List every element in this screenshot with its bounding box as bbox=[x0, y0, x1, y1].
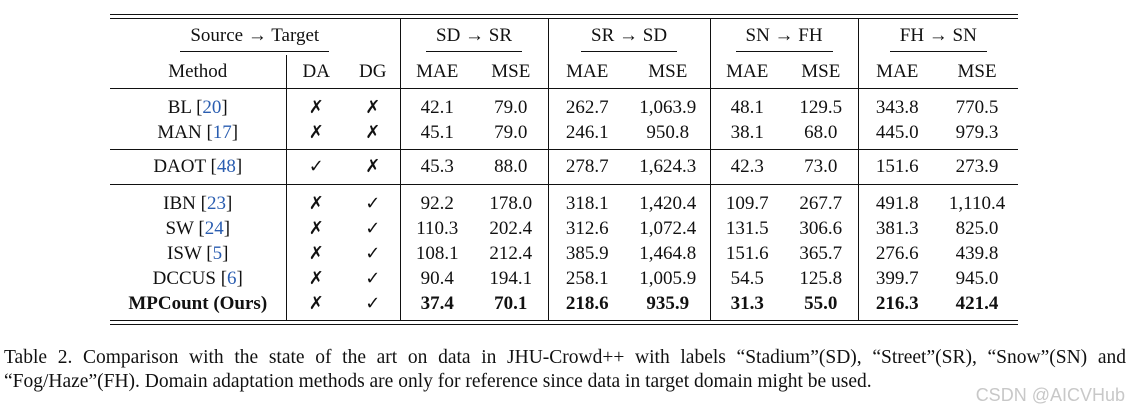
mse-value: 1,063.9 bbox=[639, 96, 697, 118]
da-cell bbox=[286, 150, 346, 185]
mse-value: 1,005.9 bbox=[639, 267, 697, 289]
mse-header: MSE bbox=[801, 60, 841, 82]
top-rule bbox=[110, 14, 1018, 15]
mae-value: 42.1 bbox=[400, 89, 474, 120]
check-icon: ✓ bbox=[308, 156, 324, 177]
mae-value: 343.8 bbox=[858, 89, 936, 120]
results-table bbox=[110, 19, 1018, 320]
table-row bbox=[110, 266, 1018, 291]
da-header: DA bbox=[286, 55, 346, 89]
watermark: CSDN @AICVHub bbox=[975, 385, 1125, 405]
mae-value: 90.4 bbox=[400, 266, 474, 291]
mae-header: MAE bbox=[548, 55, 626, 89]
da-cell bbox=[286, 291, 346, 320]
method-name: SW [24] bbox=[165, 217, 231, 239]
mae-value: 151.6 bbox=[858, 150, 936, 185]
mae-header: MAE bbox=[400, 55, 474, 89]
mae-value: 31.3 bbox=[710, 291, 784, 320]
mae-value: 399.7 bbox=[858, 266, 936, 291]
table-row bbox=[110, 216, 1018, 241]
bottom-rule bbox=[110, 320, 1018, 321]
mse-value: 1,072.4 bbox=[639, 217, 697, 239]
cross-icon: ✗ bbox=[308, 192, 324, 214]
mse-value: 935.9 bbox=[646, 292, 690, 314]
mse-header: MSE bbox=[957, 60, 997, 82]
table-row bbox=[110, 120, 1018, 150]
cross-icon: ✗ bbox=[308, 242, 324, 264]
mae-value: 246.1 bbox=[548, 120, 626, 150]
mae-value: 312.6 bbox=[548, 216, 626, 241]
header-row-groups bbox=[110, 19, 1018, 55]
method-name: MAN [17] bbox=[157, 121, 239, 143]
header-row-columns bbox=[110, 55, 1018, 89]
mse-value: 129.5 bbox=[799, 96, 843, 118]
method-name: DAOT [48] bbox=[153, 156, 243, 177]
mae-header: MAE bbox=[858, 55, 936, 89]
table-row bbox=[110, 89, 1018, 120]
mse-value: 68.0 bbox=[804, 121, 838, 143]
table-body bbox=[110, 89, 1018, 320]
mae-value: 216.3 bbox=[858, 291, 936, 320]
table-row bbox=[110, 150, 1018, 185]
cross-icon: ✗ bbox=[308, 96, 324, 118]
mse-header: MSE bbox=[648, 60, 688, 82]
dg-cell bbox=[346, 266, 400, 291]
citation-link[interactable]: 17 bbox=[212, 121, 232, 143]
citation-link[interactable]: 6 bbox=[227, 267, 237, 289]
dg-cell bbox=[346, 291, 400, 320]
mae-value: 262.7 bbox=[548, 89, 626, 120]
mae-value: 445.0 bbox=[858, 120, 936, 150]
mse-value: 273.9 bbox=[955, 156, 999, 177]
mae-value: 37.4 bbox=[400, 291, 474, 320]
dg-header: DG bbox=[359, 60, 387, 82]
mse-value: 79.0 bbox=[494, 96, 528, 118]
mse-value: 770.5 bbox=[955, 96, 999, 118]
cross-icon: ✗ bbox=[365, 121, 381, 143]
mse-value: 1,420.4 bbox=[639, 192, 697, 214]
mse-value: 73.0 bbox=[804, 156, 838, 177]
table-row bbox=[110, 291, 1018, 320]
da-cell bbox=[286, 266, 346, 291]
check-icon: ✓ bbox=[365, 217, 381, 239]
mse-value: 125.8 bbox=[799, 267, 843, 289]
dg-cell bbox=[346, 241, 400, 266]
check-icon: ✓ bbox=[365, 267, 381, 289]
mae-header: MAE bbox=[710, 55, 784, 89]
cross-icon: ✗ bbox=[308, 217, 324, 239]
mae-value: 318.1 bbox=[548, 185, 626, 216]
check-icon: ✓ bbox=[365, 192, 381, 214]
mse-value: 439.8 bbox=[955, 242, 999, 264]
table-row bbox=[110, 241, 1018, 266]
mse-value: 365.7 bbox=[799, 242, 843, 264]
mae-value: 385.9 bbox=[548, 241, 626, 266]
dg-cell bbox=[346, 185, 400, 216]
mse-value: 825.0 bbox=[955, 217, 999, 239]
mae-value: 108.1 bbox=[400, 241, 474, 266]
results-table-container bbox=[110, 14, 1018, 325]
mae-value: 276.6 bbox=[858, 241, 936, 266]
mae-value: 38.1 bbox=[710, 120, 784, 150]
mae-value: 381.3 bbox=[858, 216, 936, 241]
mse-value: 194.1 bbox=[489, 267, 533, 289]
citation-link[interactable]: 24 bbox=[204, 217, 224, 239]
mae-value: 151.6 bbox=[710, 241, 784, 266]
mse-value: 421.4 bbox=[955, 292, 999, 314]
mse-value: 945.0 bbox=[955, 267, 999, 289]
cross-icon: ✗ bbox=[308, 267, 324, 289]
mse-value: 950.8 bbox=[646, 121, 690, 143]
mse-value: 178.0 bbox=[489, 192, 533, 214]
da-cell bbox=[286, 241, 346, 266]
table-caption: Table 2. Comparison with the state of the art on data in JHU-Crowd++ with labels “Stadium”(SD), “Street”(SR), “Snow”(SN) and “Fog/Haze”(FH). Domain adaptation methods are only for reference since data in target domain might be used. bbox=[4, 347, 1126, 392]
mse-value: 79.0 bbox=[494, 121, 528, 143]
mse-value: 1,110.4 bbox=[948, 192, 1006, 214]
mse-value: 88.0 bbox=[494, 156, 528, 177]
citation-link[interactable]: 23 bbox=[206, 192, 226, 214]
method-name: ISW [5] bbox=[167, 242, 229, 264]
da-cell bbox=[286, 120, 346, 150]
dg-cell bbox=[346, 120, 400, 150]
mae-value: 109.7 bbox=[710, 185, 784, 216]
mae-value: 45.3 bbox=[400, 150, 474, 185]
check-icon: ✓ bbox=[365, 242, 381, 264]
check-icon: ✓ bbox=[365, 292, 381, 314]
mse-value: 267.7 bbox=[799, 192, 843, 214]
da-cell bbox=[286, 89, 346, 120]
cross-icon: ✗ bbox=[365, 96, 381, 118]
mae-value: 278.7 bbox=[548, 150, 626, 185]
citation-link[interactable]: 5 bbox=[212, 242, 223, 264]
dg-cell bbox=[346, 89, 400, 120]
mse-value: 202.4 bbox=[489, 217, 533, 239]
mae-value: 45.1 bbox=[400, 120, 474, 150]
mse-value: 55.0 bbox=[804, 292, 838, 314]
dg-cell bbox=[346, 150, 400, 185]
table-row bbox=[110, 185, 1018, 216]
source-target-header: Source → Target bbox=[110, 19, 400, 55]
method-name: DCCUS [6] bbox=[152, 267, 243, 289]
group-header-sd-sr: SD → SR bbox=[400, 19, 548, 55]
method-name: MPCount (Ours) bbox=[128, 292, 268, 314]
cross-icon: ✗ bbox=[365, 156, 381, 177]
mae-value: 258.1 bbox=[548, 266, 626, 291]
mse-value: 212.4 bbox=[489, 242, 533, 264]
mse-header: MSE bbox=[491, 60, 531, 82]
group-header-sn-fh: SN → FH bbox=[710, 19, 858, 55]
method-name: BL [20] bbox=[167, 96, 228, 118]
method-header: Method bbox=[168, 60, 228, 82]
citation-link[interactable]: 20 bbox=[202, 96, 222, 118]
group-header-sr-sd: SR → SD bbox=[548, 19, 710, 55]
bottom-rule-second bbox=[110, 324, 1018, 325]
mae-value: 110.3 bbox=[400, 216, 474, 241]
mae-value: 491.8 bbox=[858, 185, 936, 216]
mae-value: 92.2 bbox=[400, 185, 474, 216]
dg-cell bbox=[346, 216, 400, 241]
mae-value: 54.5 bbox=[710, 266, 784, 291]
mse-value: 1,624.3 bbox=[639, 156, 697, 177]
method-name: IBN [23] bbox=[163, 192, 233, 214]
mse-value: 979.3 bbox=[955, 121, 999, 143]
mae-value: 48.1 bbox=[710, 89, 784, 120]
group-header-fh-sn: FH → SN bbox=[858, 19, 1018, 55]
mse-value: 1,464.8 bbox=[639, 242, 697, 264]
da-cell bbox=[286, 185, 346, 216]
da-cell bbox=[286, 216, 346, 241]
cross-icon: ✗ bbox=[308, 292, 324, 314]
mse-value: 70.1 bbox=[494, 292, 528, 314]
mae-value: 42.3 bbox=[710, 150, 784, 185]
cross-icon: ✗ bbox=[308, 121, 324, 143]
citation-link[interactable]: 48 bbox=[216, 156, 236, 177]
mae-value: 218.6 bbox=[548, 291, 626, 320]
mae-value: 131.5 bbox=[710, 216, 784, 241]
mse-value: 306.6 bbox=[799, 217, 843, 239]
